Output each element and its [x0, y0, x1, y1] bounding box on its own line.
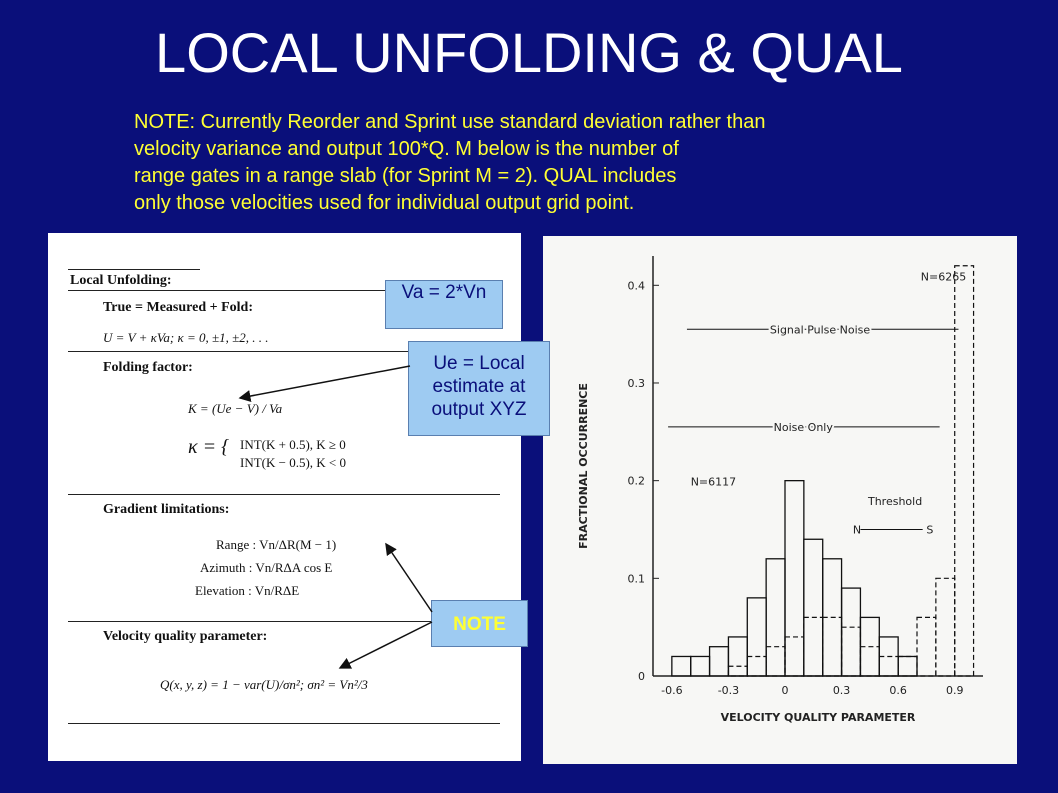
histogram-bar	[710, 647, 729, 676]
histogram-bar	[917, 617, 936, 676]
x-tick-label: 0.6	[889, 684, 907, 697]
histogram-bar	[728, 666, 747, 676]
histogram-bar	[879, 656, 898, 676]
x-tick-label: 0	[781, 684, 789, 697]
x-tick-label: -0.3	[717, 684, 740, 697]
histogram-bar	[672, 656, 691, 676]
heading-folding-factor: Folding factor:	[103, 360, 193, 375]
note-line: only those velocities used for individual output grid point.	[134, 192, 635, 214]
annotation-noise-only: Noise Only	[773, 420, 833, 434]
y-tick-label: 0.3	[627, 376, 645, 390]
divider	[68, 494, 500, 495]
kappa-case-2: INT(K − 0.5), K < 0	[240, 455, 347, 470]
histogram-bar	[785, 481, 804, 676]
q-equation: Q(x, y, z) = 1 − var(U)/σn²; σn² = Vn²/3	[160, 677, 368, 692]
histogram-panel	[543, 236, 1017, 764]
y-tick-label: 0.4	[627, 279, 645, 293]
histogram-bar	[766, 559, 785, 676]
histogram-bar	[823, 617, 842, 676]
histogram-bar	[747, 598, 766, 676]
kappa-brace: κ = {	[188, 436, 230, 458]
azimuth-equation: Azimuth : Vn/RΔA cos E	[200, 560, 333, 575]
histogram-bar	[804, 617, 823, 676]
y-tick-label: 0.2	[627, 474, 645, 488]
elevation-equation: Elevation : Vn/RΔE	[195, 583, 300, 598]
histogram-bar	[842, 588, 861, 676]
heading-local-unfolding: Local Unfolding:	[70, 273, 172, 288]
kappa-case-1: INT(K + 0.5), K ≥ 0	[240, 437, 346, 452]
x-tick-label: 0.9	[945, 684, 964, 697]
histogram-bar	[804, 539, 823, 676]
va-callout: Va = 2*Vn	[385, 280, 503, 329]
true-eq-label: True = Measured + Fold:	[103, 300, 253, 315]
quality-histogram	[543, 236, 1017, 764]
histogram-bar	[898, 656, 917, 676]
y-tick-label: 0.1	[627, 572, 645, 586]
note-line: velocity variance and output 100*Q. M below is the number of	[134, 138, 679, 160]
histogram-bar	[691, 656, 710, 676]
x-axis-label: VELOCITY QUALITY PARAMETER	[720, 711, 916, 724]
note-line: range gates in a range slab (for Sprint M = 2). QUAL includes	[134, 165, 677, 187]
annotation-n6117: N=6117	[690, 475, 737, 489]
x-tick-label: -0.6	[661, 684, 683, 697]
annotation-n: N	[852, 523, 862, 537]
slide-title: LOCAL UNFOLDING & QUAL	[155, 21, 903, 84]
annotation-s: S	[926, 523, 934, 537]
annotation-n6265: N=6265	[920, 270, 967, 284]
note-text	[134, 109, 765, 217]
annotation-threshold: Threshold	[867, 495, 923, 509]
histogram-bar	[728, 637, 747, 676]
annotation-signal-pulse-noise: Signal Pulse Noise	[769, 323, 871, 337]
k-equation: K = (Ue − V) / Va	[188, 401, 283, 416]
ue-callout: Ue = Local estimate at output XYZ	[408, 341, 550, 436]
heading-velocity-quality: Velocity quality parameter:	[103, 629, 268, 644]
histogram-bar	[936, 578, 955, 676]
x-tick-label: 0.3	[832, 684, 851, 697]
note-line: NOTE: Currently Reorder and Sprint use standard deviation rather than	[134, 111, 766, 133]
histogram-bar	[860, 647, 879, 676]
note-callout: NOTE	[431, 600, 528, 647]
histogram-bar	[747, 656, 766, 676]
unfold-equation: U = V + κVa; κ = 0, ±1, ±2, . . .	[103, 330, 269, 345]
y-axis-label: FRACTIONAL OCCURRENCE	[577, 383, 590, 549]
divider	[68, 723, 500, 724]
divider	[68, 269, 200, 270]
histogram-bar	[898, 656, 917, 676]
range-equation: Range : Vn/ΔR(M − 1)	[216, 537, 337, 552]
histogram-bar	[955, 266, 974, 676]
histogram-bar	[785, 637, 804, 676]
histogram-bar	[842, 627, 861, 676]
heading-gradient-limitations: Gradient limitations:	[103, 502, 230, 517]
histogram-bar	[766, 647, 785, 676]
y-tick-label: 0	[638, 670, 645, 683]
